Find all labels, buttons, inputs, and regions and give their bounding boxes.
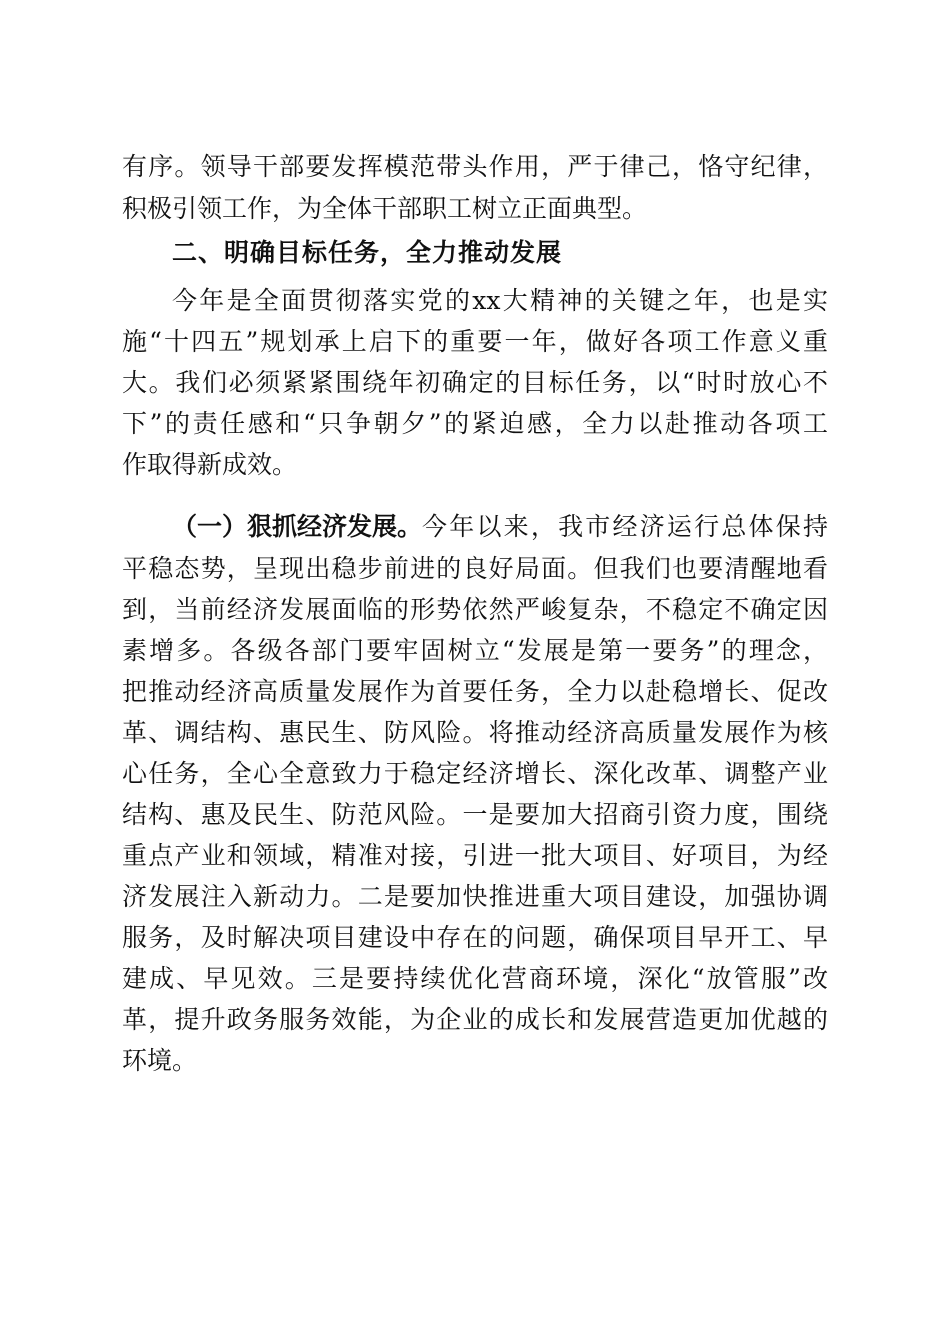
paragraph1-line-5: 作取得新成效。 (122, 450, 298, 479)
paragraph2-line-4: 素增多。各级各部门要牢固树立“发展是第一要务”的理念， (122, 636, 828, 665)
paragraph2-line-14: 环境。 (122, 1046, 198, 1075)
paragraph2-line-7: 心任务，全心全意致力于稳定经济增长、深化改革、调整产业 (122, 759, 828, 788)
paragraph1-line-2: 施“十四五”规划承上启下的重要一年，做好各项工作意义重 (122, 327, 828, 356)
paragraph2-first-line (172, 507, 828, 547)
subsection-label: （一）狠抓经济发展。 (172, 512, 423, 541)
paragraph2-line-8: 结构、惠及民生、防范风险。一是要加大招商引资力度，围绕 (122, 800, 828, 829)
paragraph2-line-10: 济发展注入新动力。二是要加快推进重大项目建设，加强协调 (122, 882, 828, 911)
paragraph2-line-2: 平稳态势，呈现出稳步前进的良好局面。但我们也要清醒地看 (122, 554, 828, 583)
intro-line-1: 有序。领导干部要发挥模范带头作用，严于律己，恪守纪律， (122, 152, 828, 181)
paragraph1-line-1: 今年是全面贯彻落实党的xx大精神的关键之年，也是实 (172, 286, 828, 315)
section-heading: 二、明确目标任务，全力推动发展 (172, 238, 563, 267)
paragraph2-first-rest: 今年以来，我市经济运行总体保持 (422, 512, 828, 541)
intro-line-2: 积极引领工作，为全体干部职工树立正面典型。 (122, 194, 648, 223)
paragraph2-line-9: 重点产业和领域，精准对接，引进一批大项目、好项目，为经 (122, 841, 828, 870)
paragraph2-line-11: 服务，及时解决项目建设中存在的问题，确保项目早开工、早 (122, 923, 828, 952)
paragraph2-line-6: 革、调结构、惠民生、防风险。将推动经济高质量发展作为核 (122, 718, 828, 747)
paragraph2-line-13: 革，提升政务服务效能，为企业的成长和发展营造更加优越的 (122, 1005, 828, 1034)
paragraph1-line-4: 下”的责任感和“只争朝夕”的紧迫感，全力以赴推动各项工 (122, 409, 828, 438)
paragraph1-line-3: 大。我们必须紧紧围绕年初确定的目标任务，以“时时放心不 (122, 368, 828, 397)
paragraph2-line-5: 把推动经济高质量发展作为首要任务，全力以赴稳增长、促改 (122, 677, 828, 706)
paragraph2-line-12: 建成、早见效。三是要持续优化营商环境，深化“放管服”改 (122, 964, 828, 993)
paragraph2-line-3: 到，当前经济发展面临的形势依然严峻复杂，不稳定不确定因 (122, 595, 828, 624)
